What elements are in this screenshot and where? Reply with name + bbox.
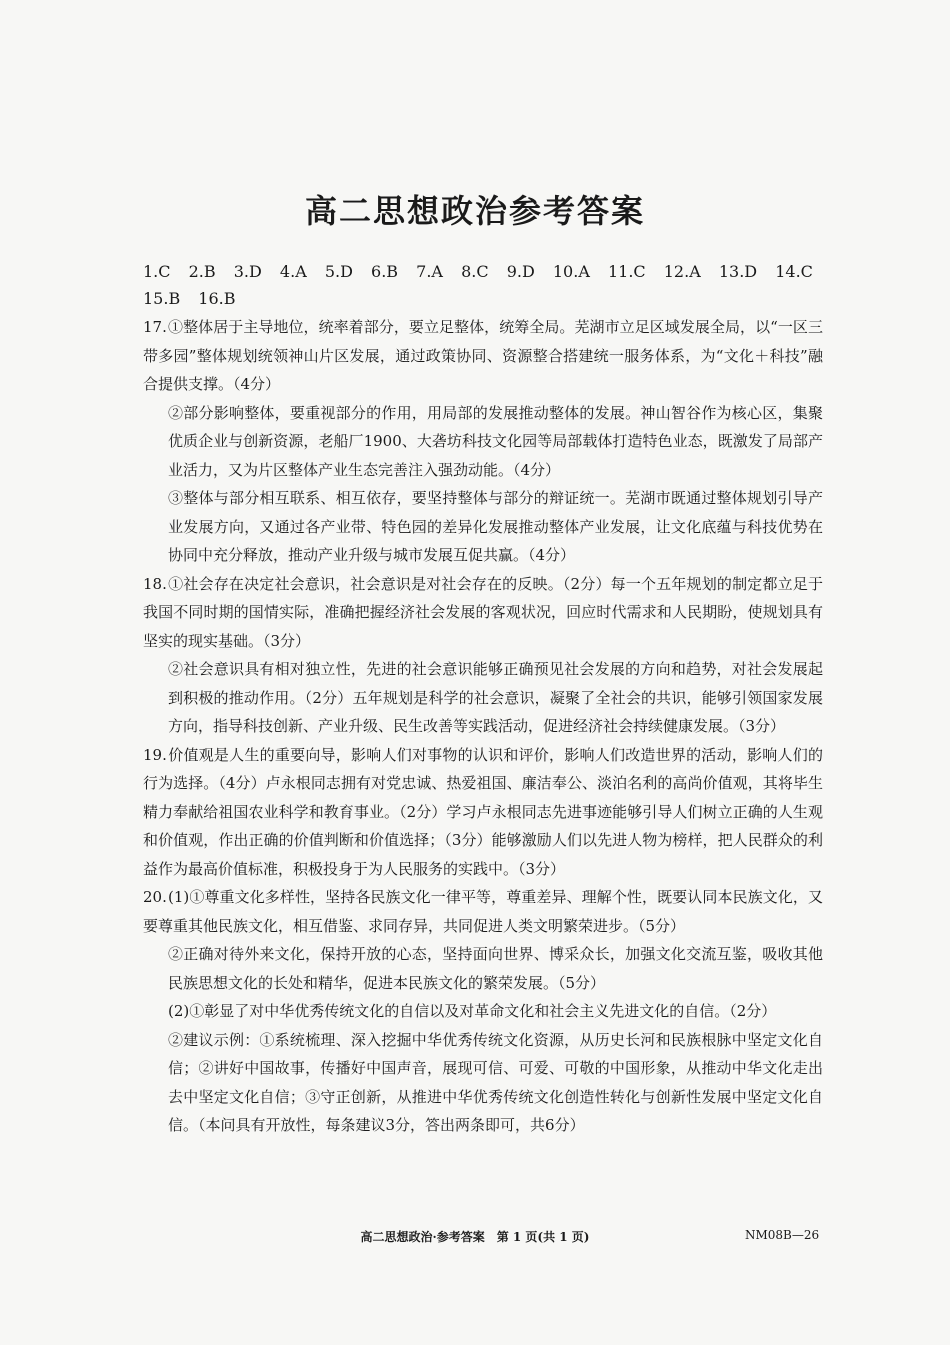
question-number: 17.: [143, 318, 167, 336]
answer-paragraph: ②部分影响整体，要重视部分的作用，用局部的发展推动整体的发展。神山智谷作为核心区，集聚优质企业与创新资源，老船厂1900、大砻坊科技文化园等局部载体打造特色业态，既激发了局部产业活力，又为片区整体产业生态完善注入强劲动能。（4分）: [168, 403, 823, 479]
answer-paragraph: ①社会存在决定社会意识，社会意识是对社会存在的反映。（2分）每一个五年规划的制定都立足于我国不同时期的国情实际，准确把握经济社会发展的客观状况，回应时代需求和人民期盼，使规划具有坚实的现实基础。（3分）: [143, 574, 823, 650]
choice-answer: 13.D: [718, 262, 758, 281]
answer-paragraph: ②正确对待外来文化，保持开放的心态，坚持面向世界、博采众长，加强文化交流互鉴，吸收其他民族思想文化的长处和精华，促进本民族文化的繁荣发展。（5分）: [168, 945, 823, 992]
question-18: [143, 570, 823, 656]
choice-answer: 10.A: [552, 262, 590, 281]
choice-answer: 11.C: [607, 262, 646, 281]
question-20: [143, 883, 823, 940]
answer-paragraph: 价值观是人生的重要向导，影响人们对事物的认识和评价，影响人们改造世界的活动，影响人们的行为选择。（4分）卢永根同志拥有对党忠诚、热爱祖国、廉洁奉公、淡泊名利的高尚价值观，其将毕生精力奉献给祖国农业科学和教育事业。（2分）学习卢永根同志先进事迹能够引导人们树立正确的人生观和价值观，作出正确的价值判断和价值选择；（3分）能够激励人们以先进人物为榜样，把人民群众的利益作为最高价值标准，积极投身于为人民服务的实践中。（3分）: [143, 745, 823, 878]
page-title: 高二思想政治参考答案: [304, 192, 645, 230]
question-17: [143, 313, 823, 399]
choice-answer: 5.D: [324, 262, 353, 281]
choice-answer: 1.C: [143, 262, 171, 281]
choice-answer: 9.D: [506, 262, 535, 281]
choice-answer: 6.B: [371, 262, 399, 281]
answer-body: [143, 313, 823, 1140]
choice-answer: 14.C: [775, 262, 813, 281]
answer-paragraph: ②社会意识具有相对独立性，先进的社会意识能够正确预见社会发展的方向和趋势，对社会发展起到积极的推动作用。（2分）五年规划是科学的社会意识，凝聚了全社会的共识，能够引领国家发展方向，指导科技创新、产业升级、民生改善等实践活动，促进经济社会持续健康发展。（3分）: [168, 660, 823, 735]
choice-answer: 4.A: [279, 262, 307, 281]
answer-paragraph: ③整体与部分相互联系、相互依存，要坚持整体与部分的辩证统一。芜湖市既通过整体规划引导产业发展方向，又通过各产业带、特色园的差异化发展推动整体产业发展，让文化底蕴与科技优势在协同中充分释放，推动产业升级与城市发展互促共赢。（4分）: [168, 489, 823, 564]
choice-answer: 2.B: [188, 262, 216, 281]
answer-paragraph: (2)①彰显了对中华优秀传统文化的自信以及对革命文化和社会主义先进文化的自信。（2分）: [168, 1002, 777, 1020]
choice-answer: 8.C: [461, 262, 489, 281]
choice-answer: 15.B: [143, 289, 181, 308]
answer-paragraph: (1)①尊重文化多样性，坚持各民族文化一律平等，尊重差异、理解个性，既要认同本民族文化，又要尊重其他民族文化，相互借鉴、求同存异，共同促进人类文明繁荣进步。（5分）: [143, 888, 823, 935]
footer-page-info: 高二思想政治·参考答案 第 1 页(共 1 页): [360, 1230, 590, 1244]
answer-paragraph: ①整体居于主导地位，统率着部分，要立足整体，统筹全局。芜湖市立足区域发展全局，以“一区三带多园”整体规划统领神山片区发展，通过政策协同、资源整合搭建统一服务体系，为“文化＋科技”融合提供支撑。（4分）: [143, 318, 823, 393]
answer-paragraph: ②建议示例：①系统梳理、深入挖掘中华优秀传统文化资源，从历史长河和民族根脉中坚定文化自信；②讲好中国故事，传播好中国声音，展现可信、可爱、可敬的中国形象，从推动中华文化走出去中坚定文化自信；③守正创新，从推进中华优秀传统文化创造性转化与创新性发展中坚定文化自信。（本问具有开放性，每条建议3分，答出两条即可，共6分）: [168, 1030, 823, 1134]
choice-answer: 3.D: [233, 262, 262, 281]
question-number: 18.: [143, 574, 167, 593]
choice-answer: 12.A: [663, 262, 701, 281]
choice-answers: [143, 258, 833, 312]
footer-doc-code: NM08B—26: [745, 1228, 820, 1242]
question-number: 19.: [143, 745, 167, 764]
choice-answer: 7.A: [416, 262, 443, 281]
question-19: [143, 741, 823, 884]
question-number: 20.: [143, 888, 167, 906]
choice-answer: 16.B: [198, 289, 236, 308]
